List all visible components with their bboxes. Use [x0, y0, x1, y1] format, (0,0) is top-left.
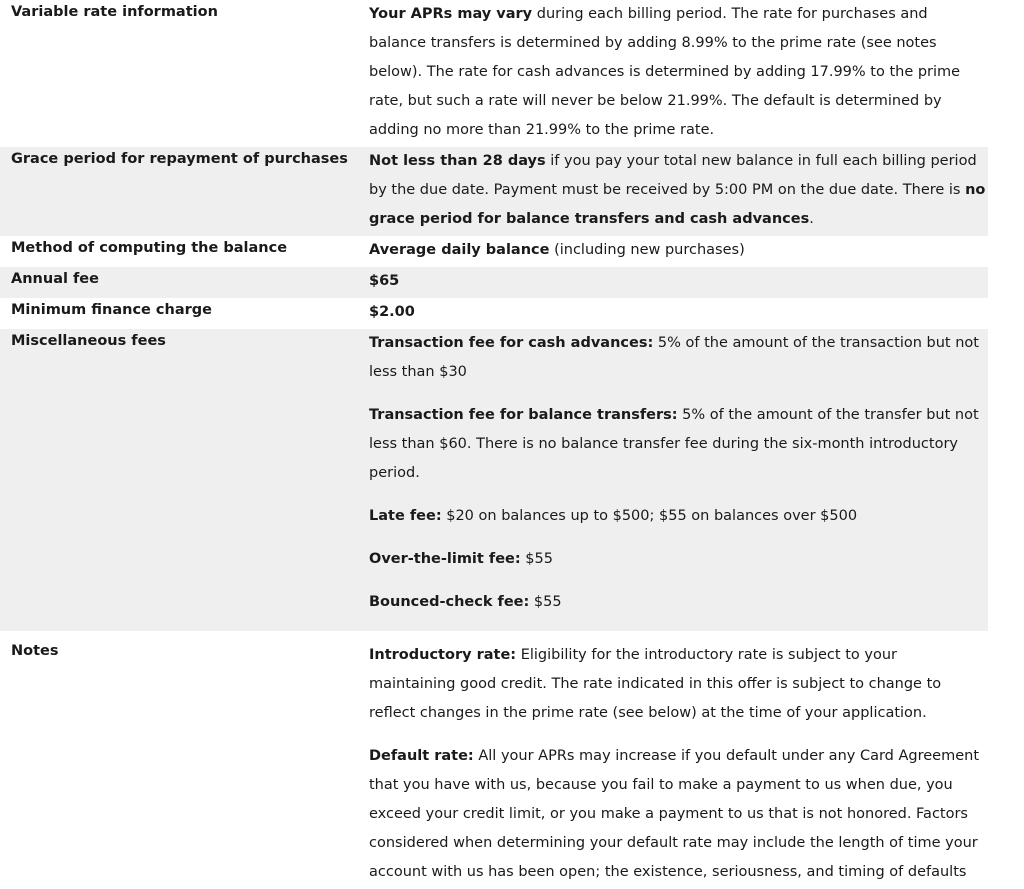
- bold-text: Late fee:: [369, 508, 442, 524]
- paragraph: [369, 0, 988, 145]
- paragraph: [369, 588, 988, 617]
- paragraph: [369, 236, 988, 265]
- bold-text: $2.00: [369, 304, 415, 320]
- paragraph: [369, 502, 988, 531]
- row-label: Minimum finance charge: [11, 302, 213, 318]
- row-grace-period: [0, 147, 988, 236]
- paragraph: [369, 298, 988, 327]
- row-label: Grace period for repayment of purchases: [0, 147, 369, 236]
- body-text: Eligibility for the introductory rate is subject to your maintaining good credit. The rate indicated in this offer is subject to change to reflect changes in the prime rate (see below) at the time of your application.: [369, 647, 942, 721]
- body-text: $20 on balances up to $500; $55 on balances over $500: [441, 508, 858, 524]
- row-balance-method: [0, 236, 988, 267]
- row-variable-rate: [0, 0, 988, 147]
- bold-text: Bounced-check fee:: [369, 594, 530, 610]
- row-label: Variable rate information: [11, 4, 218, 20]
- body-text: All your APRs may increase if you default under any Card Agreement that you have with us, because you fail to make a payment to us when due, you exceed your credit limit, or you make a payment to us that is not honored. Factors considered when determining your default rate may include the length of time your account with us has been open; the existence, seriousness, and timing of defaults: [369, 748, 980, 880]
- paragraph: [369, 641, 988, 728]
- paragraph: [369, 545, 988, 574]
- body-text: 5% of the amount of the transfer but not less than $60. There is no balance transfer fee during the six-month introductory period.: [369, 407, 979, 481]
- row-label: Notes: [11, 643, 59, 659]
- row-misc-fees: [0, 329, 988, 631]
- body-text: $55: [520, 551, 553, 567]
- row-minimum-finance-charge: [0, 298, 988, 329]
- bold-text: Average daily balance: [369, 242, 550, 258]
- bold-text: Not less than 28 days: [369, 153, 546, 169]
- bold-text: Introductory rate:: [369, 647, 517, 663]
- paragraph: [369, 267, 988, 296]
- row-label: Miscellaneous fees: [0, 329, 369, 631]
- row-annual-fee: [0, 267, 988, 298]
- body-text: if you pay your total new balance in full each billing period by the due date. Payment must be received by 5:00 PM on the due date. There is: [369, 153, 977, 198]
- row-value: [369, 236, 988, 267]
- bold-text: Default rate:: [369, 748, 474, 764]
- paragraph: [369, 329, 988, 387]
- row-notes: [0, 631, 988, 889]
- row-value: [369, 329, 988, 631]
- paragraph: [369, 742, 988, 887]
- body-text: $55: [529, 594, 562, 610]
- row-value: [369, 298, 988, 329]
- body-text: 5% of the amount of the transaction but not less than $30: [369, 335, 979, 380]
- row-value: [369, 631, 988, 889]
- bold-text: no grace period for balance transfers and cash advances: [369, 182, 986, 227]
- bold-text: Over-the-limit fee:: [369, 551, 521, 567]
- bold-text: $65: [369, 273, 400, 289]
- row-value: [369, 147, 988, 236]
- paragraph: [369, 401, 988, 488]
- row-value: [369, 267, 988, 298]
- bold-text: Transaction fee for balance transfers:: [369, 407, 678, 423]
- row-label: Method of computing the balance: [11, 240, 288, 256]
- row-label: Annual fee: [0, 267, 369, 298]
- body-text: during each billing period. The rate for purchases and balance transfers is determined by adding 8.99% to the prime rate (see notes below). The rate for cash advances is determined by adding 17.99% to the prime rate, but such a rate will never be below 21.99%. The default is determined by adding no more than 21.99% to the prime rate.: [369, 6, 961, 138]
- paragraph: [369, 147, 988, 234]
- body-text: .: [809, 211, 814, 227]
- bold-text: Your APRs may vary: [369, 6, 533, 22]
- row-value: [369, 0, 988, 147]
- body-text: (including new purchases): [549, 242, 745, 258]
- bold-text: Transaction fee for cash advances:: [369, 335, 654, 351]
